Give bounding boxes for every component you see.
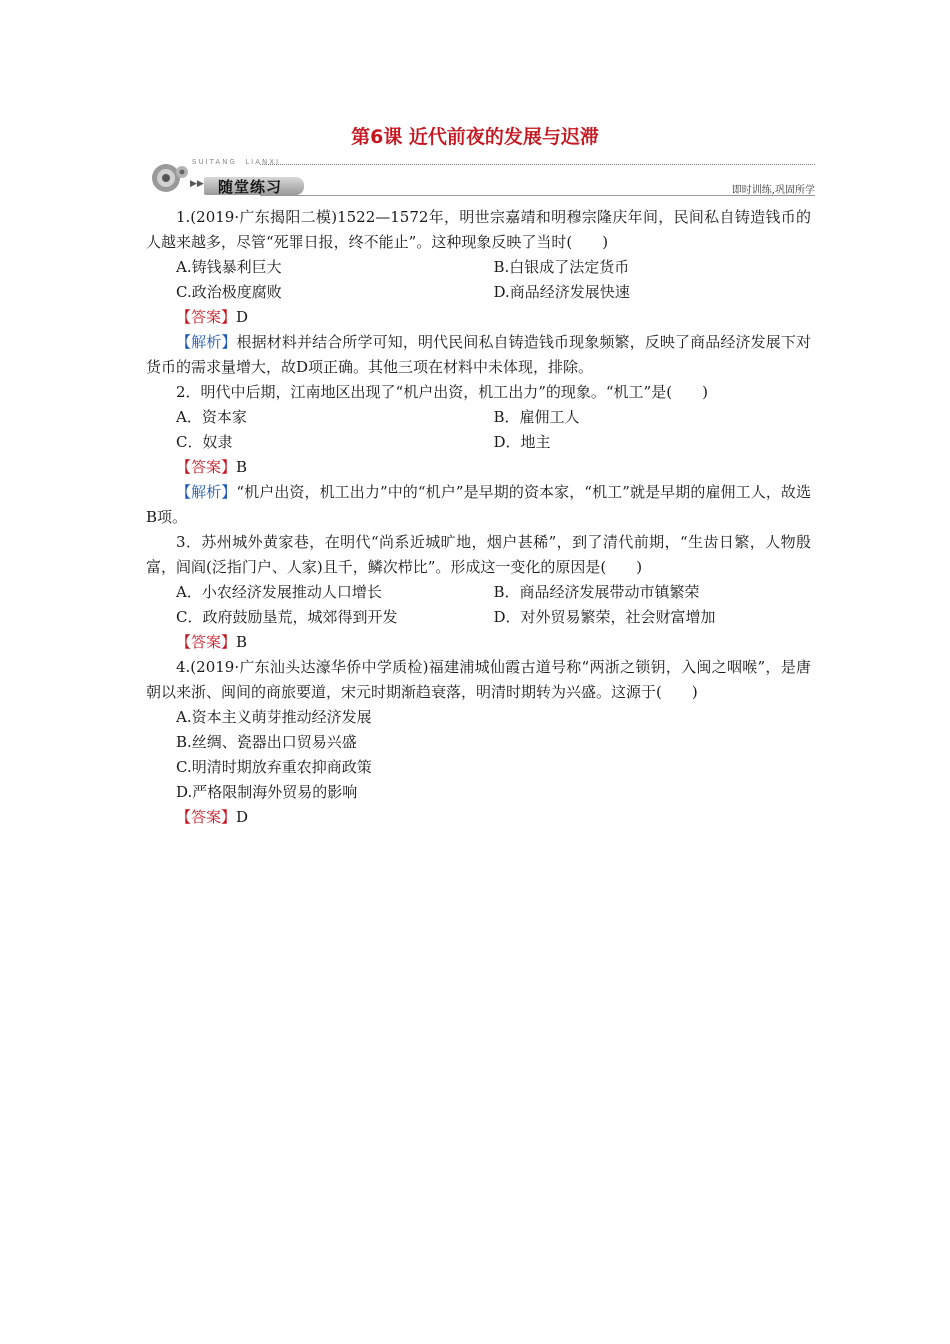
banner-pinyin: SUITANG LIANXI	[192, 158, 281, 166]
analysis-text: “机户出资，机工出力”中的“机户”是早期的资本家，“机工”就是早期的雇佣工人，故选B项。	[146, 483, 811, 526]
banner-dotted-rule	[260, 164, 815, 165]
analysis-tag: 【解析】	[176, 483, 237, 501]
answer-value: B	[236, 458, 248, 476]
answer-line	[146, 805, 811, 830]
option-b: B.白银成了法定货币	[493, 258, 630, 276]
option-row	[146, 580, 811, 605]
gear-icon	[148, 160, 192, 196]
option-a: A．资本家	[176, 408, 247, 426]
option-d: D．对外贸易繁荣，社会财富增加	[493, 608, 716, 626]
section-banner	[140, 152, 815, 198]
analysis-text: 根据材料并结合所学可知，明代民间私自铸造钱币现象频繁，反映了商品经济发展下对货币的需求量增大，故D项正确。其他三项在材料中未体现，排除。	[146, 333, 811, 376]
option-row	[146, 255, 811, 280]
option-b: B．商品经济发展带动市镇繁荣	[493, 583, 700, 601]
option-c: C.明清时期放弃重农抑商政策	[176, 758, 372, 776]
question-stem: 1.(2019·广东揭阳二模)1522—1572年，明世宗嘉靖和明穆宗隆庆年间，民间私自铸造钱币的人越来越多，尽管“死罪日报，终不能止”。这种现象反映了当时( )	[146, 208, 811, 251]
question-stem: 2．明代中后期，江南地区出现了“机户出资，机工出力”的现象。“机工”是( )	[176, 383, 708, 401]
option-row	[146, 605, 811, 630]
option-b: B.丝绸、瓷器出口贸易兴盛	[176, 733, 357, 751]
answer-value: D	[236, 808, 249, 826]
option-d: D.商品经济发展快速	[493, 283, 630, 301]
option-a: A.资本主义萌芽推动经济发展	[176, 708, 372, 726]
answer-tag: 【答案】	[176, 808, 237, 826]
double-arrow-icon: ▶▶	[190, 179, 204, 189]
question-stem: 3．苏州城外黄家巷，在明代“尚系近城旷地，烟户甚稀”，到了清代前期，“生齿日繁，人物殷富，闾阎(泛指门户、人家)且千，鳞次栉比”。形成这一变化的原因是( )	[146, 533, 811, 576]
option-d: D.严格限制海外贸易的影响	[176, 783, 358, 801]
answer-tag: 【答案】	[176, 458, 237, 476]
question-2	[146, 380, 811, 530]
answer-value: D	[236, 308, 249, 326]
answer-tag: 【答案】	[176, 308, 237, 326]
answer-line	[146, 305, 811, 330]
page-title: 第6课 近代前夜的发展与迟滞	[351, 126, 599, 148]
question-1	[146, 205, 811, 380]
question-3	[146, 530, 811, 655]
question-4	[146, 655, 811, 830]
option-c: C.政治极度腐败	[176, 283, 282, 301]
option-row	[146, 405, 811, 430]
option-a: A.铸钱暴利巨大	[176, 258, 282, 276]
answer-value: B	[236, 633, 248, 651]
banner-rule	[260, 195, 815, 196]
analysis-tag: 【解析】	[176, 333, 237, 351]
option-row	[146, 430, 811, 455]
option-c: C．政府鼓励垦荒，城郊得到开发	[176, 608, 398, 626]
question-list	[146, 205, 811, 830]
banner-slogan: 即时训练,巩固所学	[731, 185, 815, 196]
banner-label: 随堂练习	[218, 178, 283, 196]
analysis-line	[146, 480, 811, 530]
question-stem: 4.(2019·广东汕头达濠华侨中学质检)福建浦城仙霞古道号称“两浙之锁钥，入闽之咽喉”，是唐朝以来浙、闽间的商旅要道，宋元时期渐趋衰落，明清时期转为兴盛。这源于( )	[146, 658, 811, 701]
option-c: C．奴隶	[176, 433, 233, 451]
option-d: D．地主	[493, 433, 551, 451]
answer-line	[146, 630, 811, 655]
analysis-line	[146, 330, 811, 380]
option-b: B．雇佣工人	[493, 408, 580, 426]
option-a: A．小农经济发展推动人口增长	[176, 583, 382, 601]
answer-tag: 【答案】	[176, 633, 237, 651]
answer-line	[146, 455, 811, 480]
option-row	[146, 280, 811, 305]
